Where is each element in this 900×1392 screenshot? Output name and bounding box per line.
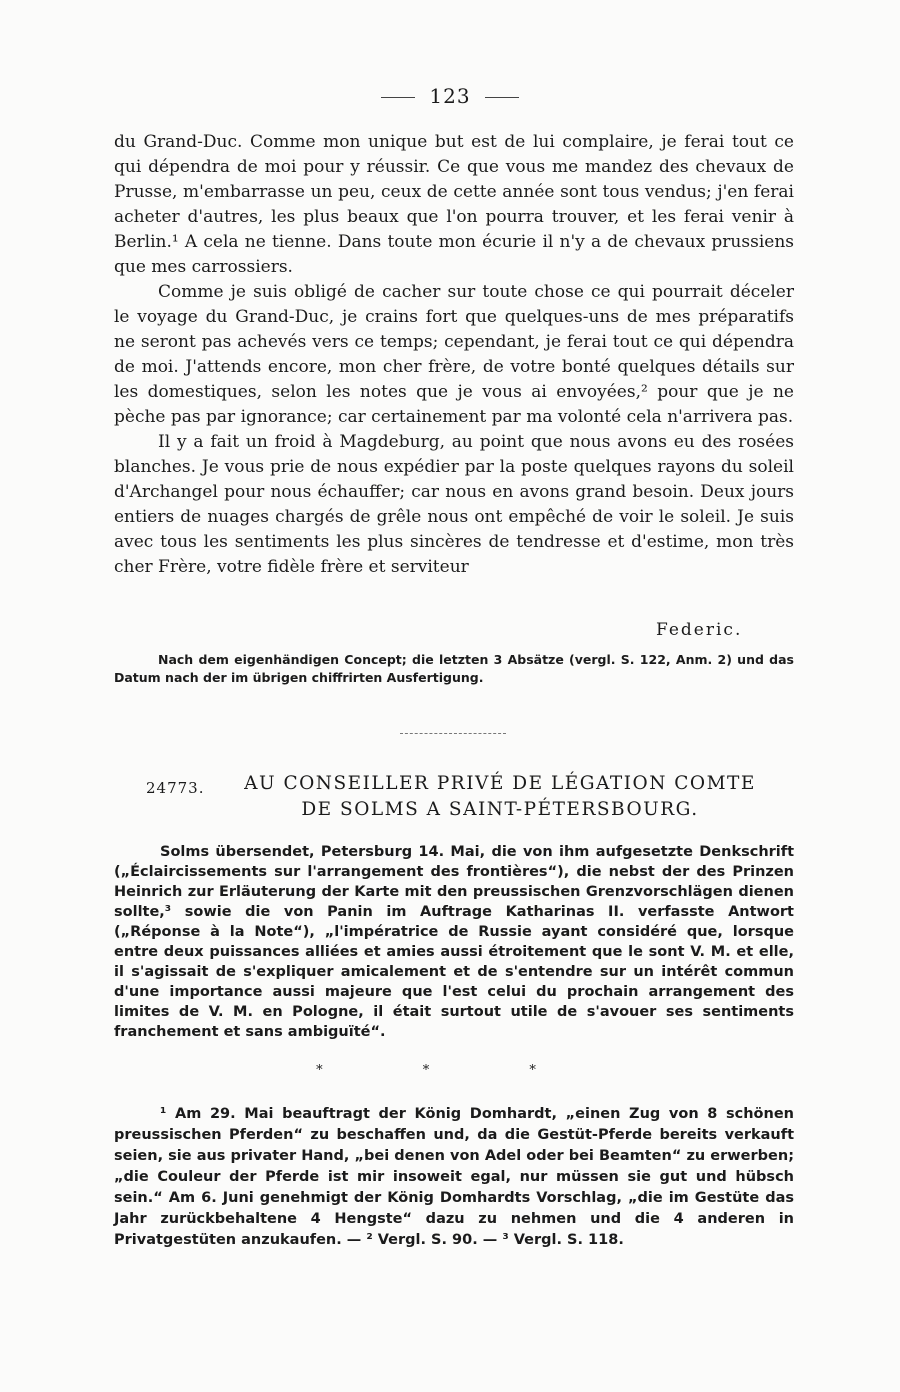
letter-paragraph-2: Comme je suis obligé de cacher sur toute chose ce qui pourrait déceler le voyage du Grand-Duc, je crains fort que quelques-uns de mes préparatifs ne seront pas achevés vers ce temps; cependant, je ferai tout ce qui dépendra de moi. J'attends encore, mon cher frère, de votre bonté quelques détails sur les domestiques, selon les notes que je vous ai envoyées,² pour que je ne pèche pas par ignorance; car certainement par ma volonté cela n'arrivera pas. (114, 282, 794, 427)
source-note: Nach dem eigenhändigen Concept; die letzten 3 Absätze (vergl. S. 122, Anm. 2) und das Datum nach der im übrigen chiffrirten Ausfertigung. (114, 652, 794, 685)
header-dash-left (381, 97, 415, 98)
letter-signature: Federic. (656, 620, 743, 640)
letter-body (114, 130, 794, 580)
section-divider (400, 733, 506, 734)
letter-paragraph-1: du Grand-Duc. Comme mon unique but est de lui complaire, je ferai tout ce qui dépendra de moi pour y réussir. Ce que vous me mandez des chevaux de Prusse, m'embarrasse un peu, ceux de cette année sont tous vendus; j'en ferai acheter d'autres, les plus beaux que l'on pourra trouver, et les ferai venir à Berlin.¹ A cela ne tienne. Dans toute mon écurie il n'y a de chevaux prussiens que mes carrossiers. (114, 132, 794, 277)
letter-paragraph-3: Il y a fait un froid à Magdeburg, au point que nous avons eu des rosées blanches. Je vous prie de nous expédier par la poste quelques rayons du soleil d'Archangel pour nous échauffer; car nous en avons grand besoin. Deux jours entiers de nuages chargés de grêle nous ont empêché de voir le soleil. Je suis avec tous les sentiments les plus sincères de tendresse et d'estime, mon très cher Frère, votre fidèle frère et serviteur (114, 432, 794, 577)
footnotes: ¹ Am 29. Mai beauftragt der König Domhardt, „einen Zug von 8 schönen preussischen Pferden“ zu beschaffen und, da die Gestüt-Pferde bereits verkauft seien, sie aus privater Hand, „bei denen von Adel oder bei Beamten“ zu erwerben; „die Couleur der Pferde ist mir insoweit egal, nur müssen sie gut und hübsch sein.“ Am 6. Juni genehmigt der König Domhardts Vorschlag, „die im Gestüte das Jahr zurückbehaltene 4 Hengste“ dazu zu nehmen und die 4 anderen in Privatgestüten anzukaufen. — ² Vergl. S. 90. — ³ Vergl. S. 118. (114, 1106, 794, 1248)
document-title (230, 771, 770, 823)
page-number: 123 (429, 84, 471, 108)
page-header (0, 84, 900, 108)
asterism: * * * (316, 1063, 584, 1078)
header-dash-right (485, 97, 519, 98)
document-summary: Solms übersendet, Petersburg 14. Mai, die von ihm aufgesetzte Denkschrift („Éclaircissements sur l'arrangement des frontières“), die nebst der des Prinzen Heinrich zur Erläuterung der Karte mit den preussischen Grenzvorschlägen dienen sollte,³ sowie die von Panin im Auftrage Katharinas II. verfasste Antwort („Réponse à la Note“), „l'impératrice de Russie ayant considéré que, lorsque entre deux puissances alliées et amies aussi étroitement que le sont V. M. et elle, il s'agissait de s'expliquer amicalement et de s'entendre sur un intérêt commun d'une importance aussi majeure que l'est celui du prochain arrangement des limites de V. M. en Pologne, il était surtout utile de s'avouer ses sentiments franchement et sans ambiguïté“. (114, 844, 794, 1040)
document-title-line-1: AU CONSEILLER PRIVÉ DE LÉGATION COMTE (244, 773, 756, 794)
document-number: 24773. (146, 779, 205, 797)
document-title-line-2: DE SOLMS A SAINT-PÉTERSBOURG. (301, 799, 699, 820)
